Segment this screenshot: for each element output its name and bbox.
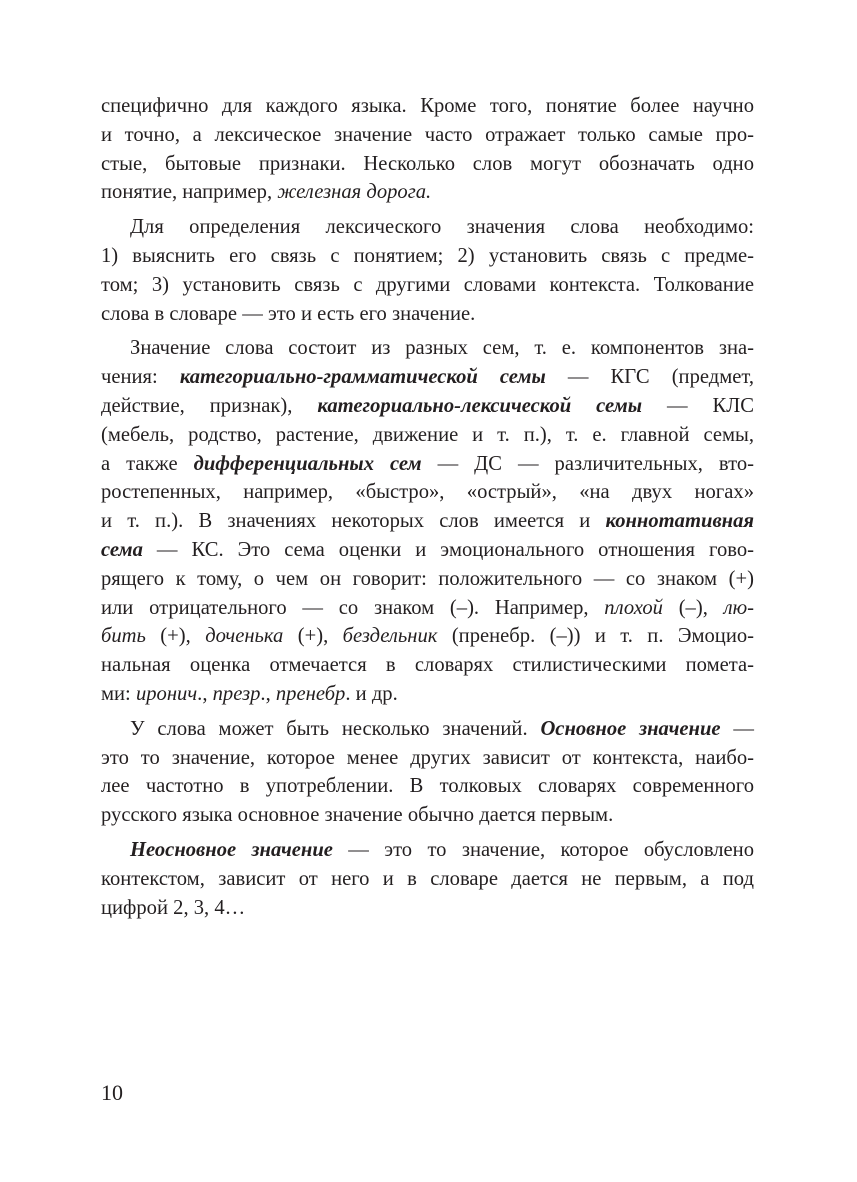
page-body <box>101 92 754 922</box>
bold-term: сема <box>101 538 143 561</box>
text-line: том; 3) установить связь с другими словами контекста. Толкование <box>101 273 754 296</box>
text-line: это то значение, которое менее других зависит от контекста, наибо- <box>101 746 754 769</box>
italic-term: бездельник <box>342 625 438 648</box>
italic-term: лю- <box>723 596 754 619</box>
text-line: лее частотно в употреблении. В толковых словарях современного <box>101 775 754 798</box>
text-line: рящего к тому, о чем он говорит: положительного — со знаком (+) <box>101 567 754 590</box>
italic-term: иронич <box>135 682 198 705</box>
text-line: специфично для каждого языка. Кроме того, понятие более научно <box>101 95 754 117</box>
text-line: и точно, а лексическое значение часто отражает только самые про- <box>101 123 754 146</box>
paragraph <box>101 836 754 922</box>
text-line: чения: категориально-грамматической семы — КГС (предмет, <box>101 366 754 389</box>
text-line: слова в словаре — это и есть его значение. <box>101 302 476 325</box>
bold-term: Неосновное значение <box>130 838 333 861</box>
italic-term: пренебр <box>275 682 346 705</box>
paragraph <box>101 334 754 708</box>
text-line: русского языка основное значение обычно дается первым. <box>101 804 614 827</box>
paragraph <box>101 92 754 207</box>
bold-term: категориально-грамматической семы <box>179 366 546 389</box>
text-line: У слова может быть несколько значений. Основное значение — <box>130 717 754 740</box>
paragraph <box>101 715 754 830</box>
italic-term: презр <box>212 682 261 705</box>
italic-term: бить <box>101 625 146 648</box>
text-line: Неосновное значение — это то значение, которое обусловлено <box>130 838 755 861</box>
italic-term: железная дорога. <box>277 181 432 204</box>
text-line: стые, бытовые признаки. Несколько слов могут обозначать одно <box>101 152 754 175</box>
text-line: Значение слова состоит из разных сем, т. е. компонентов зна- <box>130 337 754 360</box>
bold-term: дифференциальных сем <box>193 452 422 475</box>
text-line: бить (+), доченька (+), бездельник (пренебр. (–)) и т. п. Эмоцио- <box>101 625 754 648</box>
text-line: или отрицательного — со знаком (–). Например, плохой (–), лю- <box>101 596 754 619</box>
text-line: ростепенных, например, «быстро», «острый», «на двух ногах» <box>101 481 754 504</box>
text-line: нальная оценка отмечается в словарях стилистическими помета- <box>101 654 754 677</box>
text-line: контекстом, зависит от него и в словаре дается не первым, а под <box>101 867 754 890</box>
page-number: 10 <box>101 1080 123 1105</box>
text-line: сема — КС. Это сема оценки и эмоционального отношения гово- <box>101 538 754 561</box>
text-line: понятие, например, железная дорога. <box>101 181 432 204</box>
text-line: а также дифференциальных сем — ДС — различительных, вто- <box>101 452 754 475</box>
italic-term: доченька <box>205 625 284 648</box>
text-line: Для определения лексического значения слова необходимо: <box>130 216 754 239</box>
paragraph <box>101 213 754 328</box>
text-line: цифрой 2, 3, 4… <box>101 896 246 919</box>
bold-term: коннотативная <box>605 510 754 533</box>
text-line: и т. п.). В значениях некоторых слов имеется и коннотативная <box>101 510 754 533</box>
bold-term: категориально-лексической семы <box>317 394 643 417</box>
text-line: 1) выяснить его связь с понятием; 2) установить связь с предме- <box>101 244 754 267</box>
text-line: (мебель, родство, растение, движение и т. п.), т. е. главной семы, <box>101 423 754 446</box>
text-line: ми: иронич., презр., пренебр. и др. <box>101 682 398 705</box>
bold-term: Основное значение <box>540 717 721 740</box>
text-line: действие, признак), категориально-лексической семы — КЛС <box>101 394 754 417</box>
italic-term: плохой <box>604 596 663 619</box>
